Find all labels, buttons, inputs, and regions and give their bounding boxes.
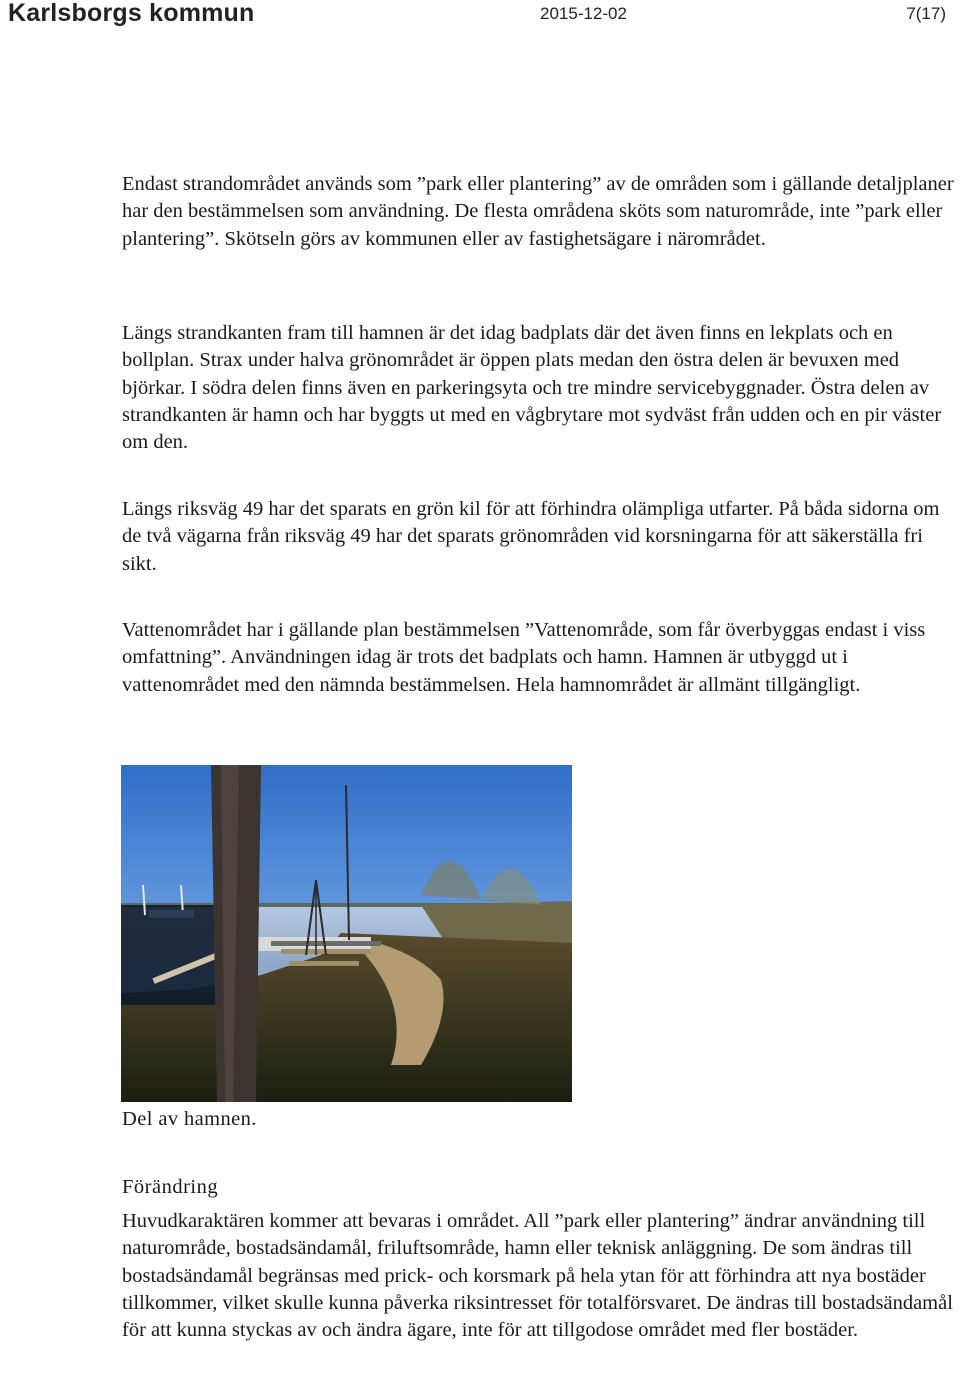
section-paragraph: Huvudkaraktären kommer att bevaras i området. All ”park eller plantering” ändrar användning till naturområde, bostadsändamål, friluftsområde, hamn eller teknisk anläggning. De som ändras till bostadsändamål begränsas med prick- och korsmark på hela ytan för att förhindra att nya bostäder tillkommer, vilket skulle kunna påverka riksintresset för totalförsvaret. De ändras till bostadsändamål för att kunna styckas av och ändra ägare, inte för att tillgodose området med fler bostäder. (122, 1210, 953, 1342)
body-paragraph: Vattenområdet har i gällande plan bestämmelsen ”Vattenområde, som får överbyggas endast i viss omfattning”. Användningen idag är trots det badplats och hamn. Hamnen är utbyggd ut i vattenområdet med den nämnda bestämmelsen. Hela hamnområdet är allmänt tillgängligt. (122, 619, 926, 696)
page-number: 7(17) (906, 4, 946, 23)
section-heading: Förändring (122, 1176, 219, 1198)
harbour-photo (121, 765, 572, 1102)
body-paragraph: Längs strandkanten fram till hamnen är det idag badplats där det även finns en lekplats och en bollplan. Strax under halva grönområdet är öppen plats medan den östra delen är bevuxen med björkar. I södra delen finns även en parkeringsyta och tre mindre servicebyggnader. Östra delen av strandkanten är hamn och har byggts ut med en vågbrytare mot sydväst från udden och en pir väster om den. (122, 322, 942, 454)
body-paragraph: Längs riksväg 49 har det sparats en grön kil för att förhindra olämpliga utfarter. På båda sidorna om de två vägarna från riksväg 49 har det sparats grönområden vid korsningarna för att säkerställa fri sikt. (122, 498, 940, 575)
municipality-logo: Karlsborgs kommun (8, 0, 255, 27)
document-date: 2015-12-02 (540, 4, 627, 23)
photo-caption: Del av hamnen. (122, 1108, 257, 1130)
body-paragraph: Endast strandområdet används som ”park eller plantering” av de områden som i gällande detaljplaner har den bestämmelsen som användning. De flesta områdena sköts som naturområde, inte ”park eller plantering”. Skötseln görs av kommunen eller av fastighetsägare i närområdet. (122, 173, 954, 250)
